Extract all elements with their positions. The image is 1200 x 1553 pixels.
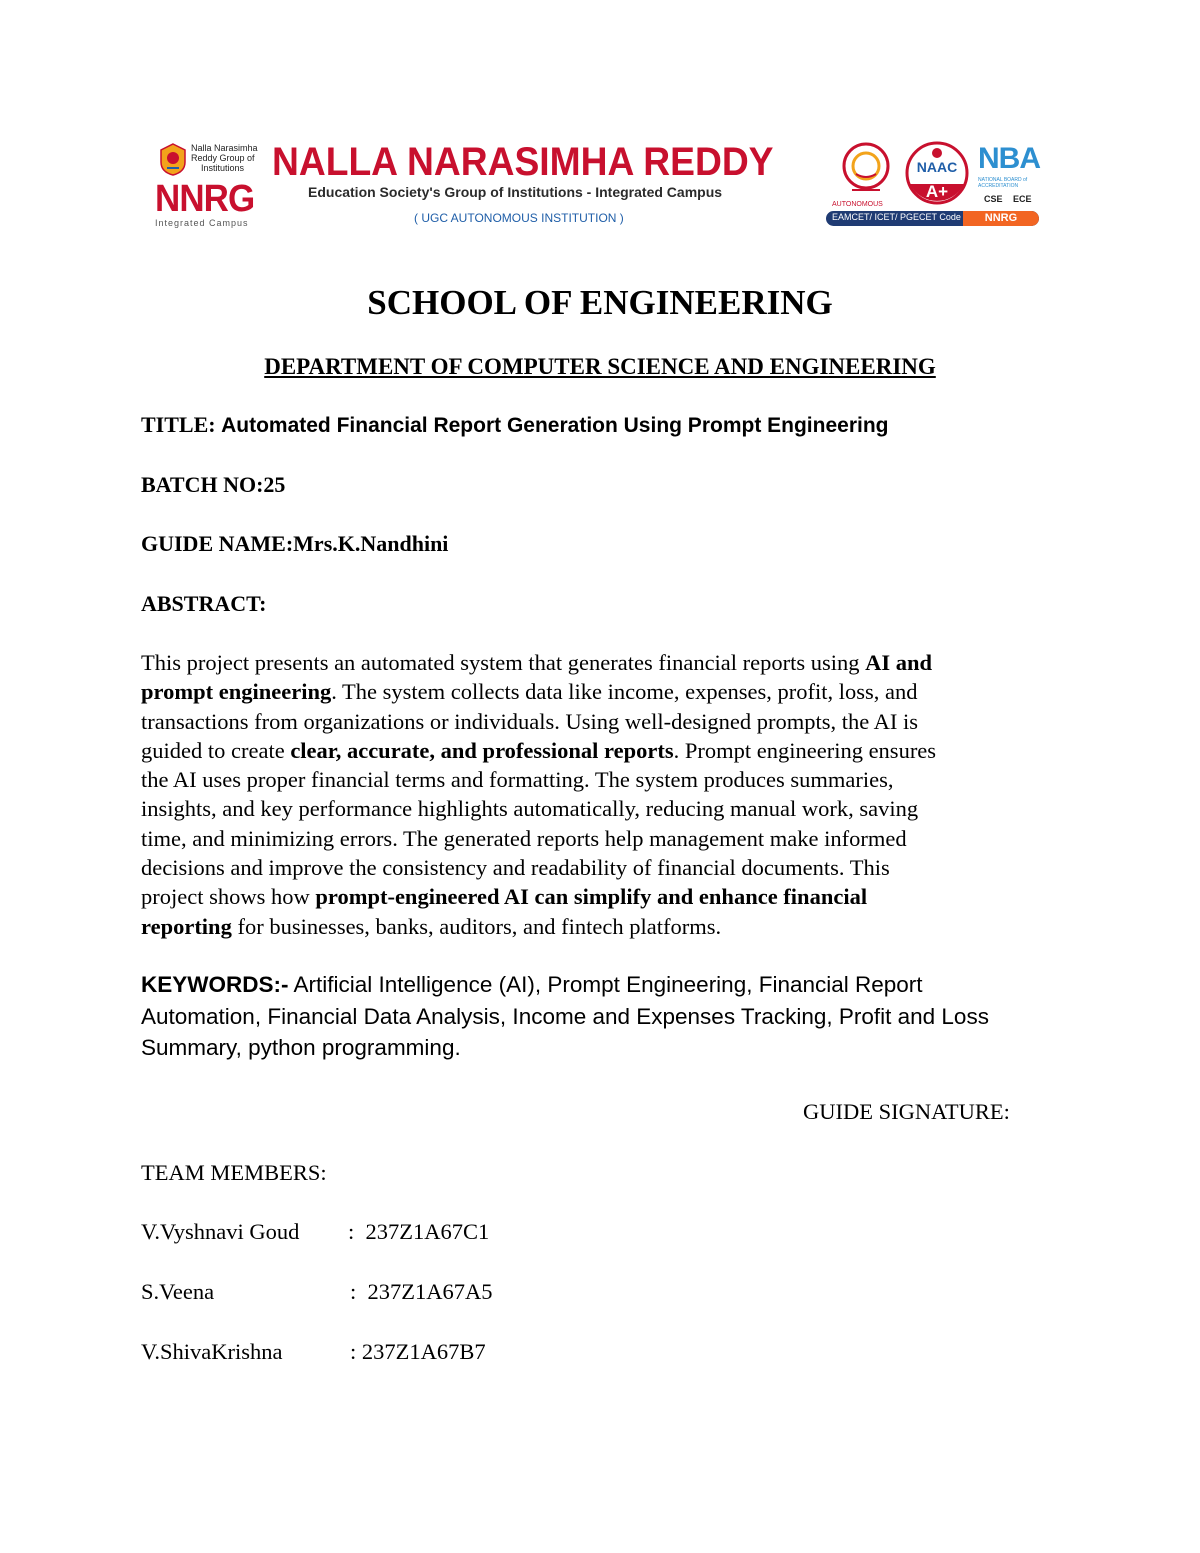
abstract-text: insights, and key performance highlights automatically, reducing manual work, saving bbox=[141, 796, 919, 822]
institution-status: ( UGC AUTONOMOUS INSTITUTION ) bbox=[414, 211, 624, 225]
abstract-heading: ABSTRACT: bbox=[141, 591, 267, 616]
project-title-line bbox=[141, 412, 889, 438]
abstract-text: decisions and improve the consistency and readability of financial documents. This bbox=[141, 855, 890, 881]
nnrg-abbreviation: NNRG bbox=[155, 178, 255, 220]
school-heading: SCHOOL OF ENGINEERING bbox=[367, 283, 833, 322]
member-name: V.ShivaKrishna bbox=[141, 1339, 283, 1364]
member-roll-number: 237Z1A67A5 bbox=[367, 1279, 493, 1304]
abstract-text: . The system collects data like income, expenses, profit, loss, and bbox=[331, 679, 918, 705]
team-member bbox=[141, 1279, 493, 1305]
title-label: TITLE: bbox=[141, 412, 216, 437]
team-members-heading: TEAM MEMBERS: bbox=[141, 1160, 327, 1185]
batch-number: BATCH NO:25 bbox=[141, 472, 286, 497]
institution-subtitle: Education Society's Group of Institutions - Integrated Campus bbox=[308, 184, 723, 200]
abstract-text: for businesses, banks, auditors, and fintech platforms. bbox=[231, 913, 722, 939]
abstract-bold-text: reporting bbox=[141, 913, 232, 939]
guide-name: GUIDE NAME:Mrs.K.Nandhini bbox=[141, 531, 449, 556]
member-separator: : bbox=[350, 1339, 357, 1364]
integrated-campus-label: Integrated Campus bbox=[155, 218, 249, 228]
member-separator: : bbox=[350, 1279, 357, 1304]
team-member bbox=[141, 1219, 489, 1245]
counselling-code-label: EAMCET/ ICET/ PGECET Code bbox=[832, 212, 961, 222]
member-name: S.Veena bbox=[141, 1279, 215, 1304]
ugc-autonomous-label: AUTONOMOUS bbox=[832, 201, 883, 208]
nba-programs: CSE ECE bbox=[984, 194, 1032, 204]
abstract-text: This project presents an automated system that generates financial reports using bbox=[141, 650, 866, 675]
title-value: Automated Financial Report Generation Using Prompt Engineering bbox=[221, 414, 889, 437]
abstract-paragraph bbox=[141, 648, 1061, 941]
abstract-bold-text: prompt engineering bbox=[141, 679, 332, 705]
abstract-bold-text: clear, accurate, and professional reports bbox=[290, 737, 674, 763]
keywords-label: KEYWORDS:- bbox=[141, 972, 289, 997]
member-roll-number: 237Z1A67C1 bbox=[365, 1219, 490, 1244]
team-member bbox=[141, 1339, 486, 1365]
member-roll-number: 237Z1A67B7 bbox=[361, 1339, 486, 1364]
member-separator: : bbox=[348, 1219, 355, 1244]
abstract-text: transactions from organizations or individuals. Using well-designed prompts, the AI is bbox=[141, 708, 918, 734]
abstract-text: . Prompt engineering ensures bbox=[673, 737, 937, 763]
counselling-code-value: NNRG bbox=[963, 211, 1039, 226]
abstract-bold-text: AI and bbox=[865, 650, 933, 675]
guide-signature-label: GUIDE SIGNATURE: bbox=[803, 1099, 1010, 1124]
counselling-code-bar bbox=[826, 211, 1039, 226]
emblem-icon bbox=[159, 142, 187, 176]
abstract-text: guided to create bbox=[141, 737, 291, 763]
naac-label: NAAC bbox=[916, 159, 958, 175]
logo-line-2: Reddy Group of bbox=[191, 153, 255, 163]
ugc-emblem-icon bbox=[838, 140, 894, 200]
keywords-block bbox=[141, 969, 1061, 1064]
logo-line-3: Institutions bbox=[201, 163, 245, 173]
institution-name: NALLA NARASIMHA REDDY bbox=[272, 140, 774, 184]
keywords-text: Artificial Intelligence (AI), Prompt Engineering, Financial Report bbox=[288, 972, 923, 997]
nba-logo: NBA bbox=[978, 142, 1040, 175]
keywords-text: Automation, Financial Data Analysis, Income and Expenses Tracking, Profit and Loss bbox=[141, 1003, 989, 1029]
keywords-text: Summary, python programming. bbox=[141, 1035, 461, 1060]
member-name: V.Vyshnavi Goud bbox=[141, 1219, 300, 1244]
naac-grade: A+ bbox=[925, 182, 949, 201]
department-heading: DEPARTMENT OF COMPUTER SCIENCE AND ENGINEERING bbox=[264, 354, 936, 379]
abstract-text: the AI uses proper financial terms and formatting. The system produces summaries, bbox=[141, 767, 894, 793]
accreditation-logos bbox=[826, 138, 1046, 230]
abstract-text: time, and minimizing errors. The generated reports help management make informed bbox=[141, 825, 907, 851]
abstract-text: project shows how bbox=[141, 884, 316, 910]
logo-line-1: Nalla Narasimha bbox=[191, 143, 258, 153]
nba-full-name: NATIONAL BOARD of ACCREDITATION bbox=[978, 177, 1028, 189]
abstract-bold-text: prompt-engineered AI can simplify and enhance financial bbox=[315, 884, 868, 910]
nnrg-logo bbox=[155, 140, 267, 228]
